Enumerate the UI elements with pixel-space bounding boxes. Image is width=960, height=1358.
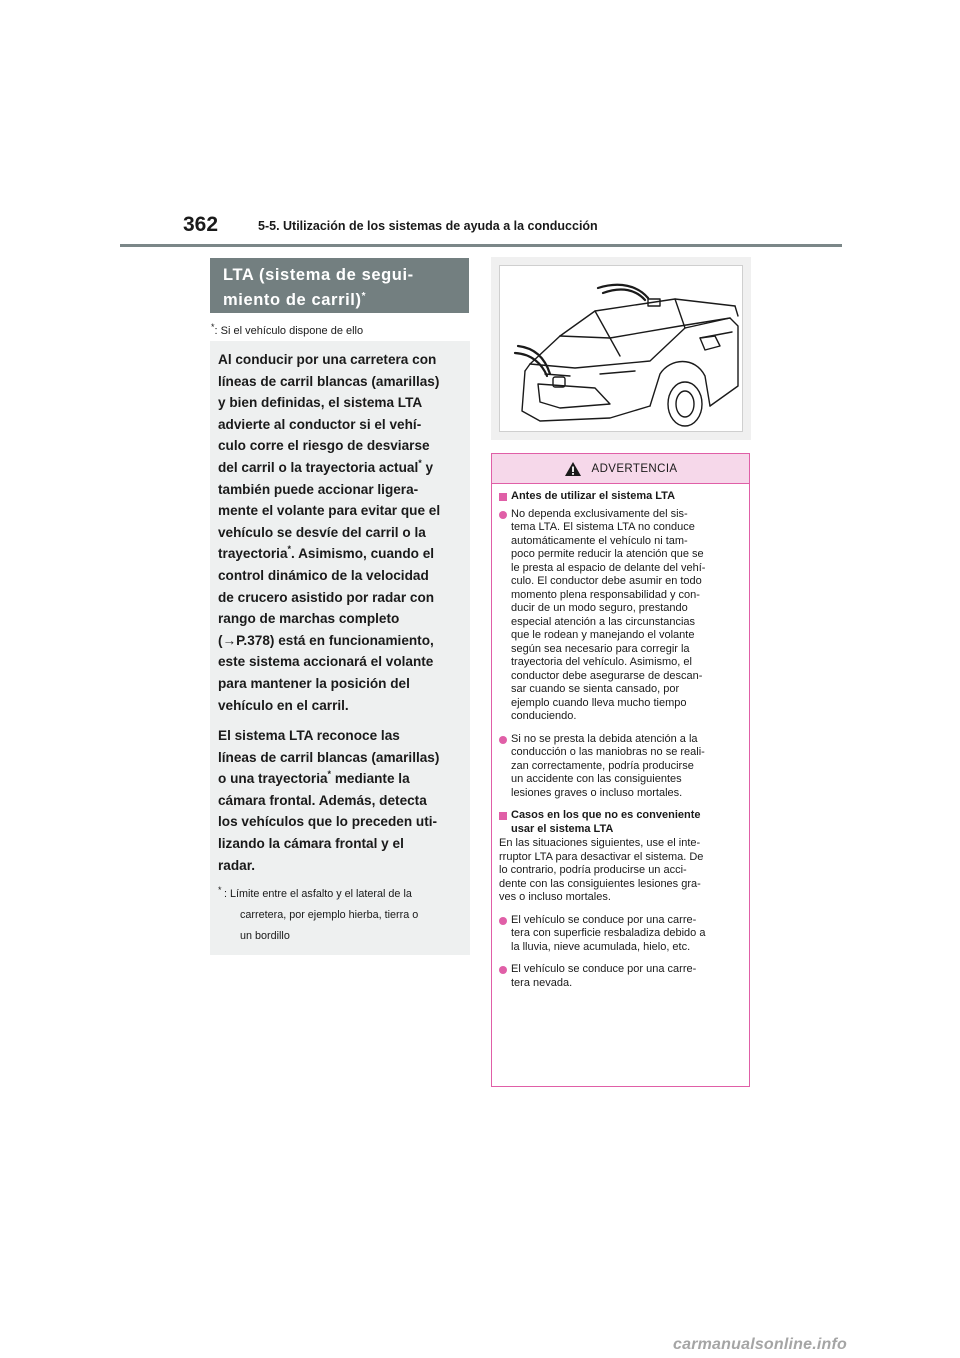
text-line: En las situaciones siguientes, use el inte-: [499, 837, 701, 849]
footnote-line: un bordillo: [240, 930, 290, 943]
text-line: conductor debe asegurarse de descan-: [511, 669, 703, 682]
text-fragment: . Asimismo, cuando el: [291, 546, 435, 562]
text-line: [218, 543, 470, 565]
warning-bullet-text: [511, 914, 705, 955]
description-paragraph-1: [218, 349, 470, 716]
text-line: No dependa exclusivamente del sis-: [511, 507, 688, 520]
text-line: de crucero asistido por radar con: [218, 589, 435, 605]
text-line: ves o incluso mortales.: [499, 891, 611, 903]
text-fragment: del carril o la trayectoria actual: [218, 459, 419, 475]
text-line: conducción o las maniobras no se reali-: [511, 746, 705, 758]
warning-bullet-item: [499, 914, 743, 955]
warning-bullet-text: [511, 733, 705, 801]
description-box: [210, 341, 470, 955]
title-asterisk: *: [361, 291, 367, 302]
trajectory-footnote: [218, 884, 470, 947]
footnote-line: carretera, por ejemplo hierba, tierra o: [240, 909, 419, 922]
warning-heading-item: [499, 809, 743, 836]
text-line: control dinámico de la velocidad: [218, 567, 429, 583]
text-line: automáticamente el vehículo ni tam-: [511, 534, 688, 547]
text-line: rango de marchas completo: [218, 611, 400, 627]
vehicle-drawing: [500, 266, 742, 431]
vehicle-figure: [491, 257, 751, 440]
circle-bullet: [499, 963, 511, 990]
availability-footnote: [211, 322, 364, 337]
circle-bullet: [499, 733, 511, 801]
text-line: la lluvia, nieve acumulada, hielo, etc.: [511, 940, 691, 953]
text-fragment: y: [421, 459, 434, 475]
warning-header: [492, 454, 749, 484]
warning-paragraph: [499, 837, 743, 905]
text-line: líneas de carril blancas (amarillas): [218, 749, 440, 765]
warning-box: [491, 453, 750, 1087]
text-line: también puede accionar ligera-: [218, 481, 419, 497]
vehicle-illustration: [499, 265, 743, 432]
text-line: momento plena responsabilidad y con-: [511, 588, 700, 601]
text-line: Al conducir por una carretera con: [218, 352, 437, 367]
text-fragment: o una trayectoria: [218, 771, 328, 787]
text-line: El vehículo se conduce por una carre-: [511, 913, 697, 926]
text-line: para mantener la posición del: [218, 675, 410, 691]
text-line: cámara frontal. Además, detecta: [218, 792, 427, 808]
text-line: radar.: [218, 857, 256, 873]
circle-bullet: [499, 508, 511, 724]
footnote-text: [224, 884, 419, 947]
square-bullet: [499, 809, 511, 836]
title-line-1: LTA (sistema de segui-: [223, 266, 414, 284]
text-line: los vehículos que lo preceden uti-: [218, 814, 438, 830]
text-line: lizando la cámara frontal y el: [218, 836, 404, 852]
text-line: lo contrario, podría producirse un acci-: [499, 864, 687, 876]
warning-title: ADVERTENCIA: [591, 462, 678, 475]
text-line: conduciendo.: [511, 710, 577, 722]
description-paragraph-2: [218, 725, 470, 876]
text-line: tera con superficie resbaladiza debido a: [511, 927, 706, 939]
warning-bullet-text: [511, 963, 696, 990]
text-line: tema LTA. El sistema LTA no conduce: [511, 521, 695, 533]
header-rule: [120, 244, 842, 247]
warning-heading-item: [499, 490, 743, 506]
footnote-text: : Si el vehículo dispone de ello: [214, 325, 364, 337]
warning-bullet-item: [499, 733, 743, 801]
text-line: ducir de un modo seguro, prestando: [511, 602, 688, 614]
text-line: [218, 457, 470, 479]
text-line: [218, 768, 470, 790]
text-fragment: trayectoria: [218, 546, 288, 562]
warning-heading: [511, 809, 701, 836]
text-line: vehículo en el carril.: [218, 697, 349, 713]
text-line: líneas de carril blancas (amarillas): [218, 373, 440, 389]
title-line-2-text: miento de carril): [223, 291, 362, 309]
text-line: culo corre el riesgo de desviarse: [218, 438, 430, 454]
page-number: 362: [183, 213, 219, 236]
circle-bullet: [499, 914, 511, 955]
text-line: sar cuando se sienta cansado, por: [511, 683, 680, 695]
text-line: lesiones graves o incluso mortales.: [511, 786, 683, 799]
text-fragment: mediante la: [331, 771, 410, 787]
footnote-mark: *: [211, 322, 215, 332]
text-line: culo. El conductor debe asumir en todo: [511, 575, 702, 587]
text-line: rruptor LTA para desactivar el sistema. De: [499, 850, 704, 863]
text-line: tera nevada.: [511, 976, 573, 989]
section-heading: 5-5. Utilización de los sistemas de ayuda a la conducción: [258, 219, 598, 233]
text-line: trayectoria del vehículo. Asimismo, el: [511, 656, 692, 668]
text-line: y bien definidas, el sistema LTA: [218, 395, 423, 411]
footnote-line: : Límite entre el asfalto y el lateral de la: [224, 888, 412, 901]
title-line-2: [223, 288, 469, 313]
asterisk: *: [327, 769, 332, 780]
section-title: [210, 258, 469, 313]
text-line: según sea necesario para corregir la: [511, 642, 690, 655]
text-line: Si no se presta la debida atención a la: [511, 732, 698, 745]
text-line: ejemplo cuando lleva mucho tiempo: [511, 696, 687, 709]
warning-heading: [511, 490, 675, 506]
asterisk: *: [418, 457, 422, 468]
warning-bullet-item: [499, 963, 743, 990]
warning-triangle-icon: [564, 461, 582, 477]
text-line: usar el sistema LTA: [511, 822, 614, 835]
text-line: un accidente con las consiguientes: [511, 773, 682, 785]
square-bullet: [499, 490, 511, 506]
page-reference-line: (→P.378) está en funcionamiento,: [218, 632, 434, 648]
text-line: mente el volante para evitar que el: [218, 503, 441, 519]
warning-bullet-item: [499, 508, 743, 724]
text-line: poco permite reducir la atención que se: [511, 548, 704, 560]
text-line: zan correctamente, podría producirse: [511, 759, 694, 772]
text-line: dente con las consiguientes lesiones gra-: [499, 877, 701, 890]
footnote-mark: *: [218, 885, 222, 896]
text-line: Casos en los que no es conveniente: [511, 809, 701, 821]
text-line: Antes de utilizar el sistema LTA: [511, 490, 676, 502]
asterisk: *: [287, 544, 292, 555]
text-line: especial atención a las circunstancias: [511, 615, 696, 628]
watermark: carmanualsonline.info: [673, 1336, 848, 1353]
text-line: que le rodean y manejando el volante: [511, 629, 695, 641]
text-line: El vehículo se conduce por una carre-: [511, 963, 697, 975]
text-line: advierte al conductor si el vehí-: [218, 416, 422, 432]
text-line: El sistema LTA reconoce las: [218, 728, 400, 744]
warning-bullet-text: [511, 508, 705, 724]
text-line: este sistema accionará el volante: [218, 654, 434, 670]
warning-content: [492, 484, 749, 990]
text-line: le presta al espacio de delante del vehí-: [511, 561, 706, 574]
text-line: vehículo se desvíe del carril o la: [218, 524, 426, 540]
